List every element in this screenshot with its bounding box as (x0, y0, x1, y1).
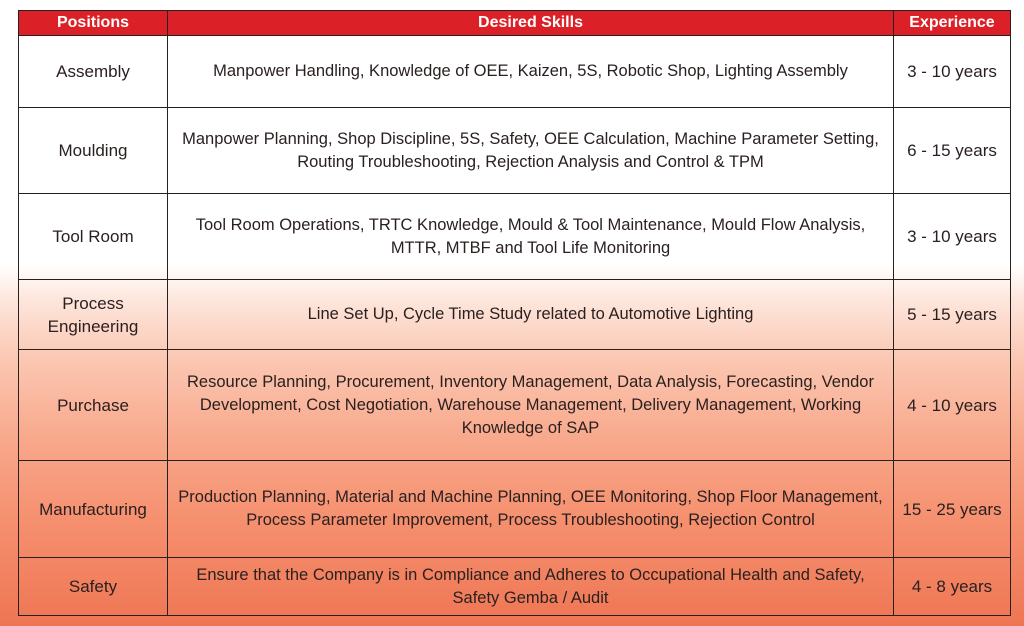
experience-cell: 3 - 10 years (894, 194, 1011, 280)
skills-cell: Manpower Planning, Shop Discipline, 5S, Safety, OEE Calculation, Machine Parameter Setting, Routing Troubleshooting, Rejection Analysis and Control & TPM (168, 108, 894, 194)
table-row (19, 350, 1011, 461)
positions-table (18, 10, 1011, 616)
table-row (19, 36, 1011, 108)
table-header-row (19, 11, 1011, 36)
positions-header: Positions (19, 11, 168, 36)
position-cell: Tool Room (19, 194, 168, 280)
table-row (19, 108, 1011, 194)
experience-cell: 15 - 25 years (894, 461, 1011, 558)
experience-cell: 4 - 10 years (894, 350, 1011, 461)
skills-cell: Resource Planning, Procurement, Inventory Management, Data Analysis, Forecasting, Vendor Development, Cost Negotiation, Warehouse Management, Delivery Management, Working Knowledge of SAP (168, 350, 894, 461)
skills-cell: Ensure that the Company is in Compliance and Adheres to Occupational Health and Safety, Safety Gemba / Audit (168, 558, 894, 616)
position-cell: Purchase (19, 350, 168, 461)
experience-header: Experience (894, 11, 1011, 36)
table-row (19, 280, 1011, 350)
position-cell: Process Engineering (19, 280, 168, 350)
skills-cell: Tool Room Operations, TRTC Knowledge, Mould & Tool Maintenance, Mould Flow Analysis, MTTR, MTBF and Tool Life Monitoring (168, 194, 894, 280)
desired-skills-header: Desired Skills (168, 11, 894, 36)
table-row (19, 558, 1011, 616)
position-cell: Assembly (19, 36, 168, 108)
skills-cell: Line Set Up, Cycle Time Study related to Automotive Lighting (168, 280, 894, 350)
experience-cell: 5 - 15 years (894, 280, 1011, 350)
position-cell: Safety (19, 558, 168, 616)
skills-cell: Manpower Handling, Knowledge of OEE, Kaizen, 5S, Robotic Shop, Lighting Assembly (168, 36, 894, 108)
experience-cell: 6 - 15 years (894, 108, 1011, 194)
table-row (19, 194, 1011, 280)
table-row (19, 461, 1011, 558)
position-cell: Moulding (19, 108, 168, 194)
experience-cell: 4 - 8 years (894, 558, 1011, 616)
experience-cell: 3 - 10 years (894, 36, 1011, 108)
skills-cell: Production Planning, Material and Machine Planning, OEE Monitoring, Shop Floor Management, Process Parameter Improvement, Process Troubleshooting, Rejection Control (168, 461, 894, 558)
position-cell: Manufacturing (19, 461, 168, 558)
